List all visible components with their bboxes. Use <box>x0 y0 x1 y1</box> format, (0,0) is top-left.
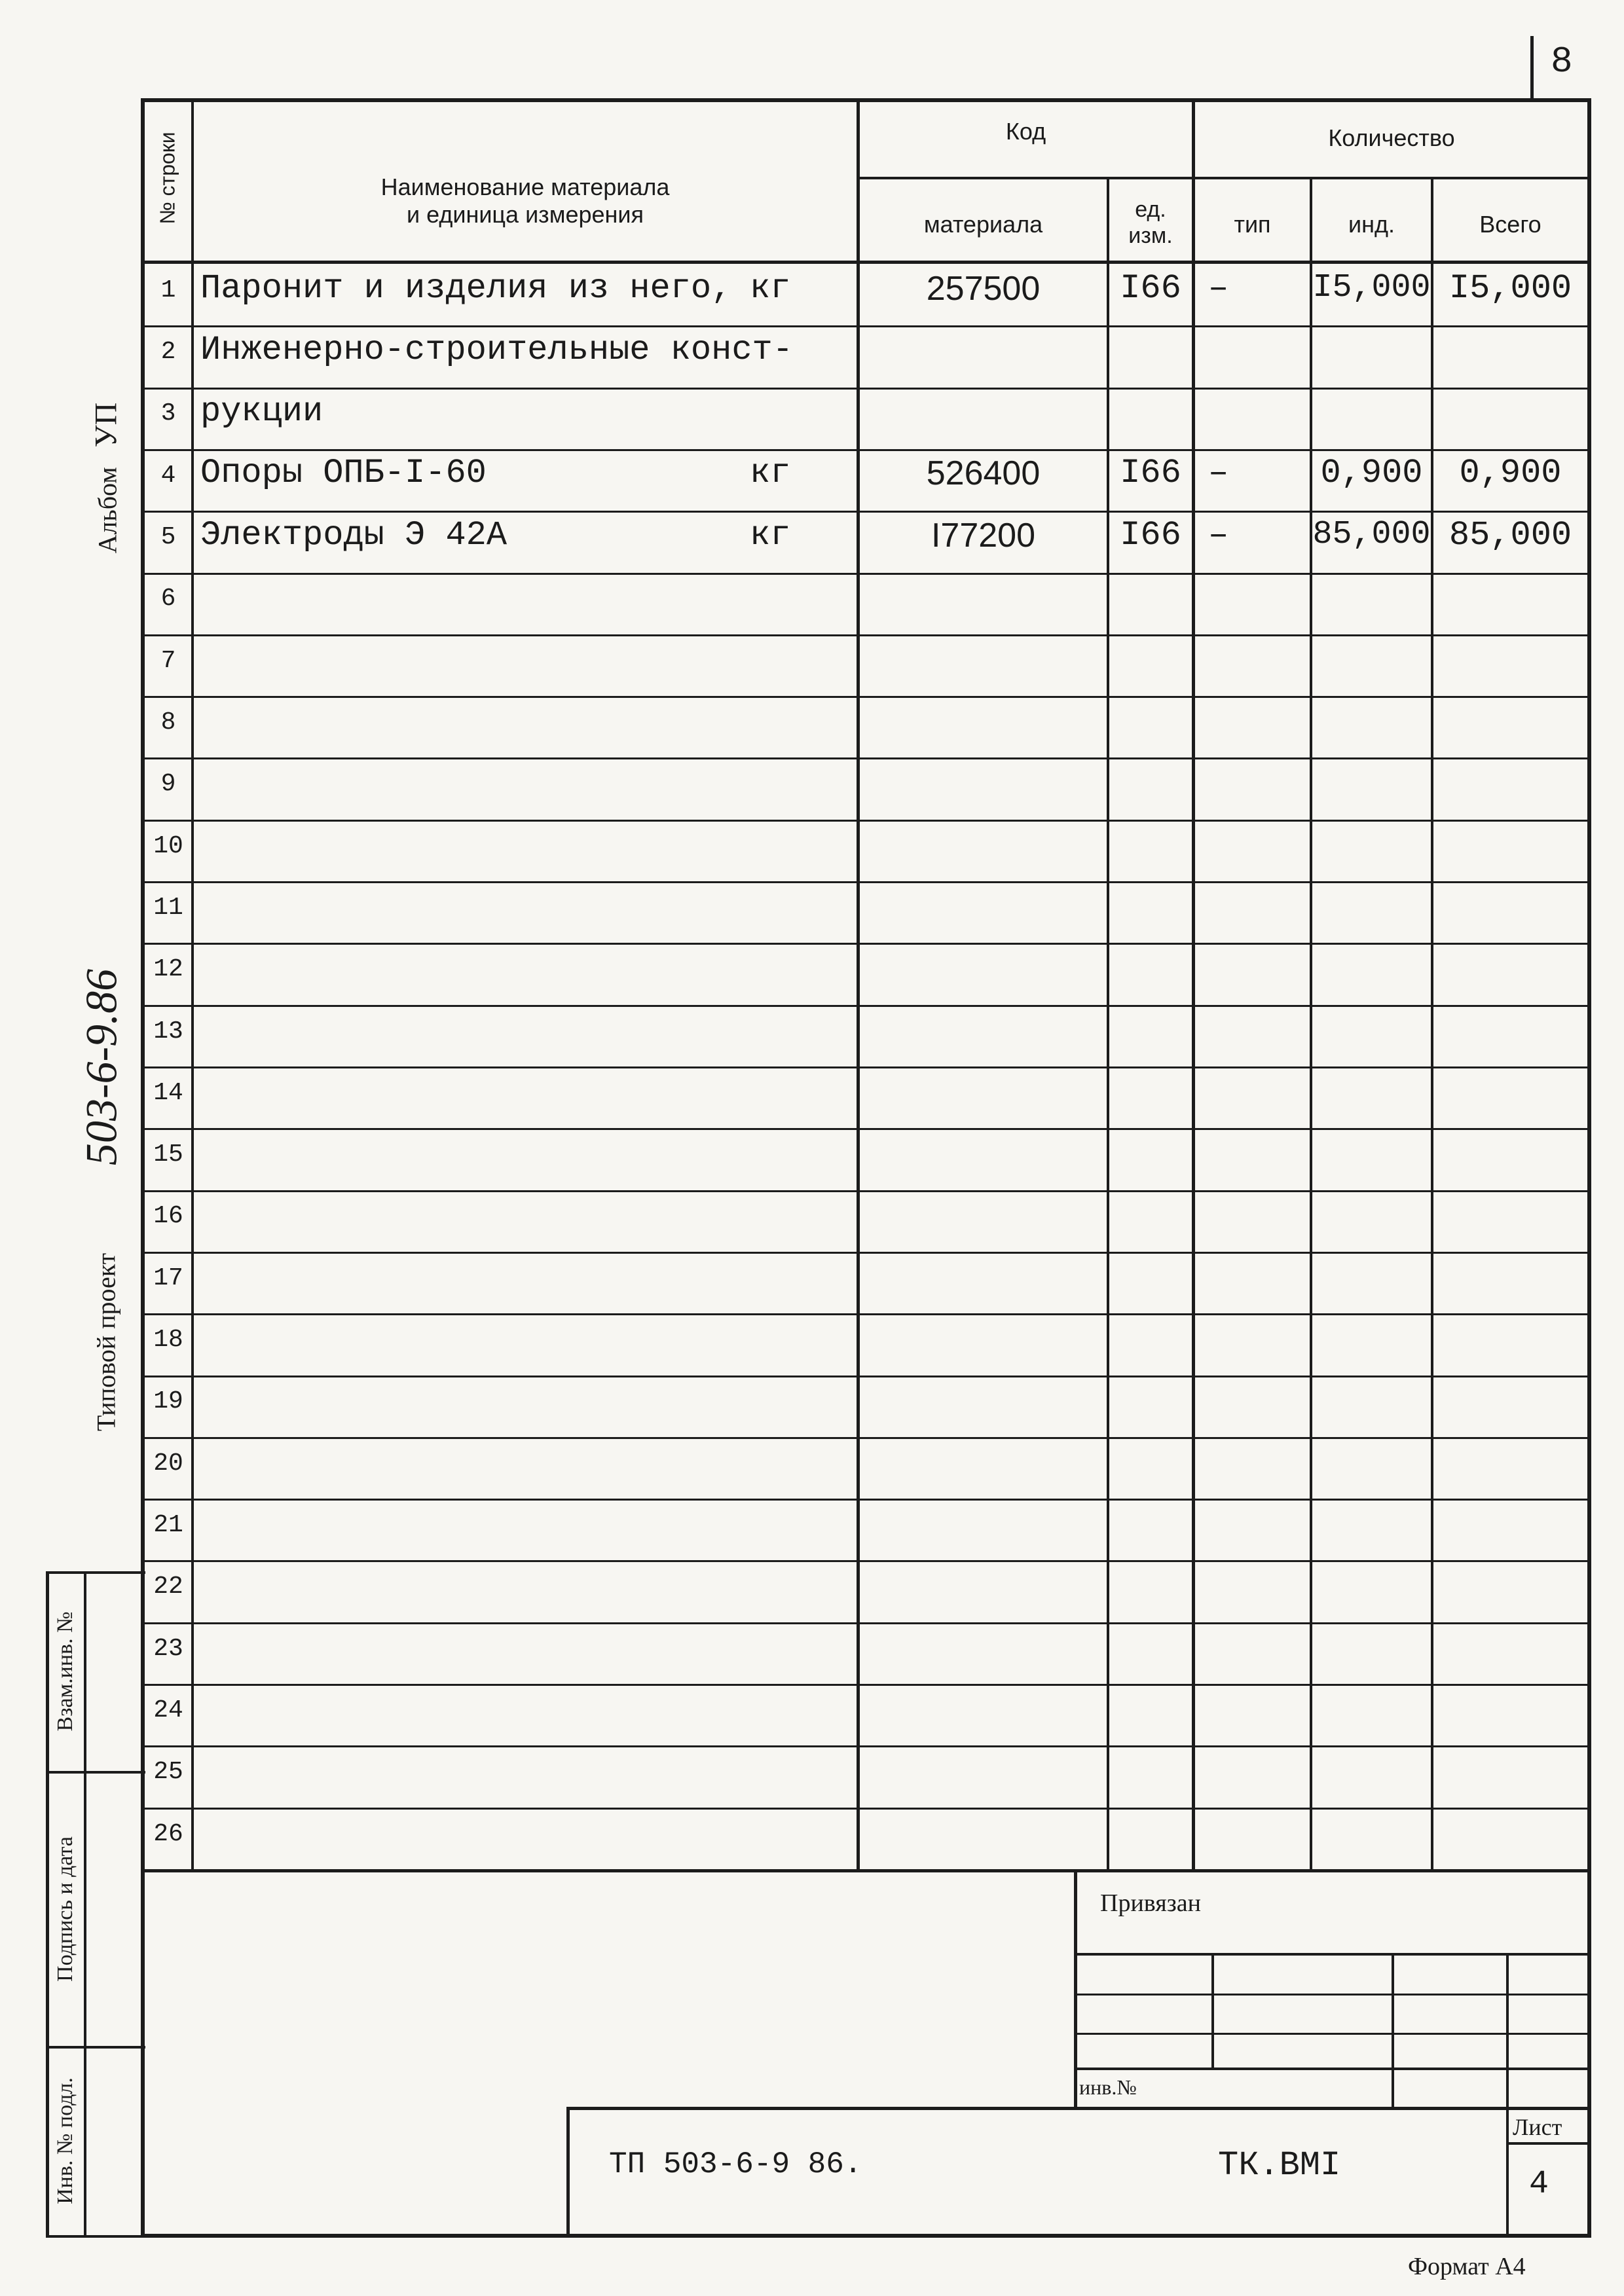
row-number: 3 <box>160 399 176 428</box>
cell-name: Паронит и изделия из него, <box>200 269 732 308</box>
row-number: 10 <box>153 832 183 860</box>
name-header: Наименование материала и единица измерения <box>380 173 670 228</box>
row-number: 2 <box>160 338 176 366</box>
sheet-number: 4 <box>1529 2166 1549 2203</box>
row-number: 7 <box>160 647 176 675</box>
row-number: 24 <box>153 1696 183 1724</box>
cell-ind: 0,900 <box>1320 454 1423 492</box>
cell-name: Инженерно-строительные конст- <box>200 331 793 369</box>
album-label: Альбом УП <box>88 402 124 554</box>
cell-ed: I66 <box>1120 516 1181 555</box>
cell-unit: кг <box>750 269 791 308</box>
row-number: 23 <box>153 1635 183 1663</box>
cell-total: 85,000 <box>1449 516 1572 555</box>
cell-ind: 85,000 <box>1312 516 1431 553</box>
row-number: 16 <box>153 1202 183 1230</box>
row-number: 9 <box>160 770 176 798</box>
row-number: 25 <box>153 1758 183 1786</box>
quantity-group-header: Количество <box>1328 124 1455 151</box>
inv-podl-label: Инв. № подл. <box>53 2077 77 2204</box>
project-number: 503-6-9.86 <box>76 968 126 1166</box>
cell-unit: кг <box>750 454 791 492</box>
code-group-header: Код <box>1005 118 1046 145</box>
row-number: 15 <box>153 1140 183 1169</box>
cell-code: I77200 <box>931 517 1036 555</box>
cell-ind: I5,000 <box>1312 269 1431 306</box>
ind-header: инд. <box>1348 211 1395 238</box>
cell-type: – <box>1208 516 1229 555</box>
cell-type: – <box>1208 454 1229 492</box>
cell-code: 257500 <box>926 270 1041 308</box>
project-label: Типовой проект <box>91 1252 121 1432</box>
cell-code: 526400 <box>926 454 1041 492</box>
row-number: 5 <box>160 523 176 551</box>
privyazan-label: Привязан <box>1100 1889 1201 1917</box>
inv-no-label: инв.№ <box>1079 2075 1137 2099</box>
cell-ed: I66 <box>1120 454 1181 492</box>
cell-ed: I66 <box>1120 269 1181 308</box>
cell-name: Опоры ОПБ-I-60 <box>200 454 487 492</box>
row-number: 17 <box>153 1264 183 1292</box>
type-header: тип <box>1234 211 1271 238</box>
document-mark: ТК.ВМI <box>1218 2146 1341 2185</box>
total-header: Всего <box>1479 211 1541 238</box>
format-label: Формат А4 <box>1408 2253 1526 2280</box>
document-code: ТП 503-6-9 86. <box>609 2147 862 2181</box>
cell-total: 0,900 <box>1459 454 1562 492</box>
podpis-data-label: Подпись и дата <box>53 1836 77 1982</box>
row-number: 12 <box>153 955 183 983</box>
row-number: 19 <box>153 1387 183 1415</box>
row-number-header: № строки <box>155 132 179 225</box>
row-number: 18 <box>153 1326 183 1354</box>
material-code-header: материала <box>923 211 1043 238</box>
row-number: 22 <box>153 1573 183 1601</box>
row-number: 11 <box>153 894 183 922</box>
cell-type: – <box>1208 269 1229 308</box>
cell-unit: кг <box>750 516 791 555</box>
sheet-label: Лист <box>1513 2114 1562 2140</box>
row-number: 26 <box>153 1820 183 1848</box>
row-number: 14 <box>153 1079 183 1107</box>
cell-total: I5,000 <box>1449 269 1572 308</box>
row-number: 13 <box>153 1017 183 1046</box>
unit-header: ед. изм. <box>1128 197 1173 248</box>
row-number: 4 <box>160 462 176 490</box>
row-number: 1 <box>160 276 176 304</box>
cell-name: рукции <box>200 392 323 431</box>
row-number: 6 <box>160 585 176 613</box>
vzam-inv-label: Взам.инв. № <box>53 1611 77 1732</box>
row-number: 8 <box>160 708 176 737</box>
row-number: 20 <box>153 1449 183 1478</box>
row-number: 21 <box>153 1511 183 1539</box>
cell-name: Электроды Э 42А <box>200 516 507 555</box>
page-number: 8 <box>1551 41 1573 82</box>
